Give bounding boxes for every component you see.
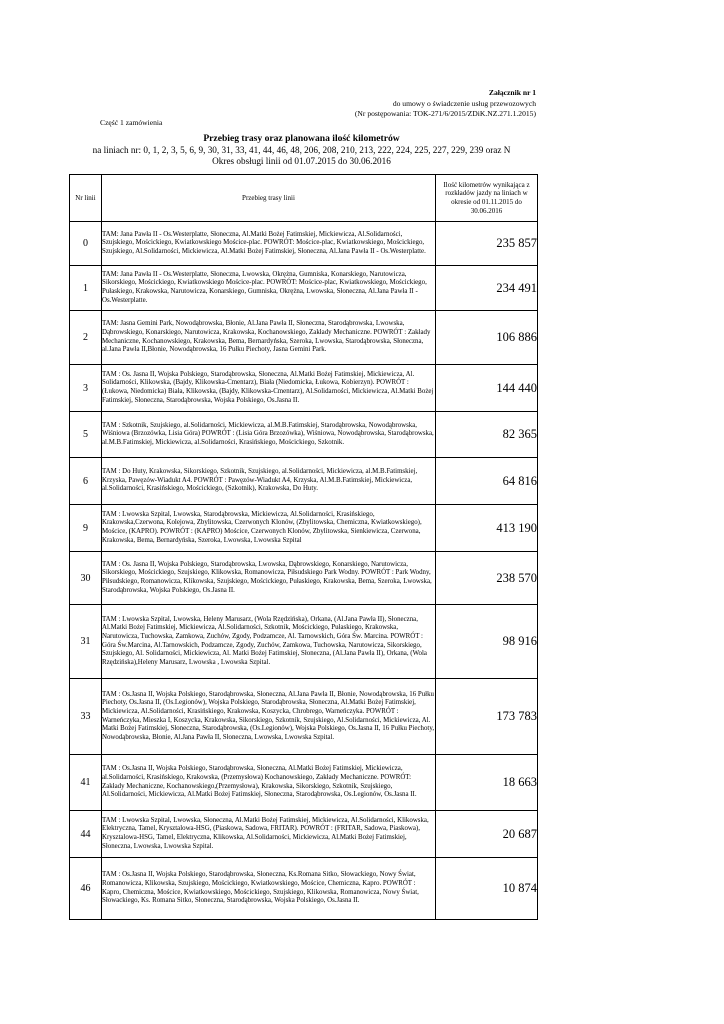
procedure-number: (Nr postępowania: TOK-271/6/2015/ZDiK.NZ.271.1.2015) — [354, 109, 536, 118]
table-row — [70, 605, 538, 679]
table-row — [70, 755, 538, 811]
route-description: TAM : Os.Jasna II, Wojska Polskiego, Starodąbrowska, Słoneczna, Al.Matki Bożej Fatimskiej, Mickiewicza, al.Solidarności, Krasińskiego, Krakowska, (Przemysłowa) Kochanowskiego, Zakłady Mechaniczne. POWRÓT: Zakłady Mechaniczne, Kochanowskiego,(Przemysłowa), Krakowska, Sikorskiego, Szkotnik, Szujskiego, Al.Solidarności, Mickiewicza, Al.Matki Bożej Fatimskiej, Słoneczna, Starodąbrowska, Os.Legionów, Os.Jasna II. — [102, 755, 436, 811]
table-row — [70, 412, 538, 458]
lines-list: na liniach nr: 0, 1, 2, 3, 5, 6, 9, 30, 31, 33, 41, 44, 46, 48, 206, 208, 210, 213, 222, 224, 225, 227, 229, 239 oraz N — [92, 145, 511, 155]
km-value: 144 440 — [436, 365, 538, 412]
document-title: Przebieg trasy oraz planowana ilość kilometrów — [203, 133, 400, 144]
line-number: 33 — [70, 679, 102, 755]
table-row — [70, 552, 538, 605]
line-number: 2 — [70, 311, 102, 365]
route-description: TAM : Lwowska Szpital, Lwowska, Słoneczna, Al.Matki Bożej Fatimskiej, Mickiewicza, Al.Solidarności, Klikowska, Elektryczna, Tamel, Krysztalowa-HSG, (Piaskowa, Sadowa, FRITAR). POWRÓT : (FRITAR, Sadowa, Piaskowa), Krysztalowa-HSG, Tamel, Elektryczna, Klikowska, Al.Solidarności, Mickiewicza, Al.Matki Bożej Fatimskiej, Słoneczna, Lwowska, Lwowska Szpital. — [102, 811, 436, 858]
km-value: 106 886 — [436, 311, 538, 365]
line-number: 44 — [70, 811, 102, 858]
line-number: 41 — [70, 755, 102, 811]
attachment-label: Załącznik nr 1 — [488, 88, 536, 97]
header-route: Przebieg trasy linii — [102, 175, 436, 222]
order-part-label: Część 1 zamówienia — [100, 118, 163, 127]
routes-table — [69, 174, 538, 920]
line-number: 30 — [70, 552, 102, 605]
km-value: 238 570 — [436, 552, 538, 605]
km-value: 98 916 — [436, 605, 538, 679]
km-value: 10 874 — [436, 858, 538, 920]
km-value: 235 857 — [436, 222, 538, 266]
route-description: TAM: Jana Pawła II - Os.Westerplatte, Słoneczna, Lwowska, Okrężna, Gumniska, Konarskiego, Narutowicza, Sikorskiego, Mościckiego, Kwiatkowskiego Mościce-plac. POWRÓT: Mościce-plac, Kwiatkowskiego, Mościckiego, Pułaskiego, Krakowska, Narutowicza, Konarskiego, Gumniska, Okrężna, Lwowska, Słoneczna, Al.Jana Pawła II - Os.Westerplatte. — [102, 266, 436, 311]
line-number: 46 — [70, 858, 102, 920]
table-row — [70, 458, 538, 505]
km-value: 173 783 — [436, 679, 538, 755]
km-value: 64 816 — [436, 458, 538, 505]
km-value: 20 687 — [436, 811, 538, 858]
line-number: 0 — [70, 222, 102, 266]
route-description: TAM : Lwowska Szpital, Lwowska, Starodąbrowska, Mickiewicza, Al.Solidarności, Krasińskiego, Krakowska,Czerwona, Kolejowa, Zbylitowska, Czerwonych Klonów, (Zbylitowska, Chemiczna, Kwiatkowskiego), Mościce, (KAPRO). POWRÓT : (KAPRO) Mościce, Czerwonych Klonów, Zbylitowska, Sienkiewicza, Czerwona, Krakowska, Bema, Bernardyńska, Szeroka, Lwowska, Lwowska Szpital — [102, 505, 436, 552]
route-description: TAM : Szkotnik, Szujskiego, al.Solidarności, Mickiewicza, al.M.B.Fatimskiej, Starodąbrowska, Nowodąbrowska, Wiśniowa (Brzozówka, Lisia Góra) POWRÓT : (Lisia Góra Brzozówka), Wiśniowa, Nowodąbrowska, Starodąbrowska, al.M.B.Fatimskiej, Mickiewicza, al.Solidarności, Krasińskiego, Mościckiego, Szkotnik. — [102, 412, 436, 458]
km-value: 413 190 — [436, 505, 538, 552]
attachment-header — [355, 88, 536, 120]
route-description: TAM : Os.Jasna II, Wojska Polskiego, Starodąbrowska, Słoneczna, Al.Jana Pawła II, Błonie, Nowodąbrowska, 16 Pułku Piechoty, Os.Jasna II, (Os.Legionów), Wojska Polskiego, Starodąbrowska, Słoneczna, Al.Matki Bożej Fatimskiej, Mickiewicza, Al.Solidarności, Krasińskiego, Krakowska, Koszycka, Chrobrego, Warneńczyka. POWRÓT : Warneńczyka, Mieszka I, Koszycka, Krakowska, Sikorskiego, Szkotnik, Szujskiego, Al.Solidarności, Mickiewicza, Al. Matki Bożej Fatimskiej, Słoneczna, Starodąbrowska, (Os.Legionów), Wojska Polskiego, Os.Jasna II, 16 Pułku Piechoty, Nowodąbrowska, Błonie, Al.Jana Pawła II, Słoneczna, Lwowska, Lwowska Szpital. — [102, 679, 436, 755]
header-line-no: Nr linii — [70, 175, 102, 222]
table-row — [70, 811, 538, 858]
route-description: TAM : Do Huty, Krakowska, Sikorskiego, Szkotnik, Szujskiego, al.Solidarności, Mickiewicza, al.M.B.Fatimskiej, Krzyska, Pawęzów-Wiadukt A4. POWRÓT : Pawęzów-Wiadukt A4, Krzyska, Al.M.B.Fatimskiej, Mickiewicza, al.Solidarności, Krasińskiego, Mościckiego, (Szkotnik), Krakowska, Do Huty. — [102, 458, 436, 505]
table-row — [70, 222, 538, 266]
km-value: 82 365 — [436, 412, 538, 458]
line-number: 1 — [70, 266, 102, 311]
line-number: 9 — [70, 505, 102, 552]
table-row — [70, 505, 538, 552]
service-period: Okres obsługi linii od 01.07.2015 do 30.06.2016 — [212, 156, 391, 166]
km-value: 234 491 — [436, 266, 538, 311]
contract-label: do umowy o świadczenie usług przewozowych — [392, 98, 536, 108]
line-number: 6 — [70, 458, 102, 505]
line-number: 5 — [70, 412, 102, 458]
route-description: TAM : Lwowska Szpital, Lwowska, Heleny Marusarz, (Wola Rzędzińska), Orkana, (Al.Jana Pawła II), Słoneczna, Al.Matki Bożej Fatimskiej, Mickiewicza, Al.Solidarności, Szkotnik, Mościckiego, Pułaskiego, Krakowska, Narutowicza, Tuchowska, Zamkowa, Zuchów, Zgody, Podzamcze, Al. Tarnowskich, Góra Św. Marcina. POWRÓT : Góra Św.Marcina, Al.Tarnowskich, Podzamcze, Zgody, Zuchów, Zamkowa, Tuchowska, Narutowicza, Sikorskiego, Szujskiego, Al. Solidarności, Mickiewicza, Al. Matki Bożej Fatimskiej, Słoneczna, (Al.Jana Pawła II), Orkana, (Wola Rzędzińska),Heleny Marusarz, Lwowska , Lwowska Szpital. — [102, 605, 436, 679]
table-row — [70, 679, 538, 755]
header-km: Ilość kilometrów wynikająca z rozkładów jazdy na liniach w okresie od 01.11.2015 do 30.06.2016 — [436, 175, 538, 222]
route-description: TAM: Jana Pawła II - Os.Westerplatte, Słoneczna, Al.Matki Bożej Fatimskiej, Mickiewicza, Al.Solidarności, Szujskiego, Mościckiego, Kwiatkowskiego Mościce-plac. POWRÓT: Mościce-plac, Kwiatkowskiego, Mościckiego, Szujskiego, Al.Solidarności, Mickiewicza, Al.Matki Bożej Fatimskiej, Słoneczna, Al.Jana Pawła II - Os.Westerplatte. — [102, 222, 436, 266]
table-row — [70, 365, 538, 412]
route-description: TAM : Os.Jasna II, Wojska Polskiego, Starodąbrowska, Słoneczna, Ks.Romana Sitko, Słowackiego, Nowy Świat, Romanowicza, Klikowska, Szujskiego, Mościckiego, Kwiatkowskiego, Mościce, Chemiczna, Kapro. POWRÓT : Kapro, Chemiczna, Mościce, Kwiatkowskiego, Mościckiego, Szujskiego, Klikowska, Romanowicza, Nowy Świat, Słowackiego, Ks. Romana Sitko, Słoneczna, Starodąbrowska, Wojska Polskiego, Os.Jasna II. — [102, 858, 436, 920]
route-description: TAM : Os. Jasna II, Wojska Polskiego, Starodąbrowska, Lwowska, Dąbrowskiego, Konarskiego, Narutowicza, Sikorskiego, Mościckiego, Szujskiego, Klikowska, Romanowicza, Piłsudskiego Park Wodny. POWRÓT : Park Wodny, Piłsudskiego, Romanowicza, Klikowska, Szujskiego, Mościckiego, Pułaskiego, Krakowska, Bema, Szeroka, Lwowska, Starodąbrowska, Wojska Polskiego, Os.Jasna II. — [102, 552, 436, 605]
line-number: 3 — [70, 365, 102, 412]
table-row — [70, 858, 538, 920]
table-header-row — [70, 175, 538, 222]
table-row — [70, 266, 538, 311]
km-value: 18 663 — [436, 755, 538, 811]
table-row — [70, 311, 538, 365]
line-number: 31 — [70, 605, 102, 679]
route-description: TAM: Jasna Gemini Park, Nowodąbrowska, Błonie, Al.Jana Pawła II, Słoneczna, Starodąbrowska, Lwowska, Dąbrowskiego, Konarskiego, Narutowicza, Krakowska, Kochanowskiego, Zakłady Mechaniczne. POWRÓT : Zakłady Mechaniczne, Kochanowskiego, Krakowska, Bema, Bernardyńska, Szeroka, Lwowska, Starodąbrowska, Słoneczna, al.Jana Pawła II,Błonie, Nowodąbrowska, 16 Pułku Piechoty, Jasna Gemini Park. — [102, 311, 436, 365]
route-description: TAM : Os. Jasna II, Wojska Polskiego, Starodąbrowska, Słoneczna, Al.Matki Bożej Fatimskiej, Mickiewicza, Al. Solidarności, Klikowska, (Bajdy, Klikowska-Cmentarz), Biała (Niedomicka, Łukowa, Kobierzyn). POWRÓT : (Łukowa, Niedomicka) Biała, Klikowska, (Bajdy, Klikowska-Cmentarz), Al.Solidarności, Mickiewicza, Al.Matki Bożej Fatimskiej, Słoneczna, Starodąbrowska, Wojska Polskiego, Os.Jasna II. — [102, 365, 436, 412]
title-block — [69, 133, 534, 167]
